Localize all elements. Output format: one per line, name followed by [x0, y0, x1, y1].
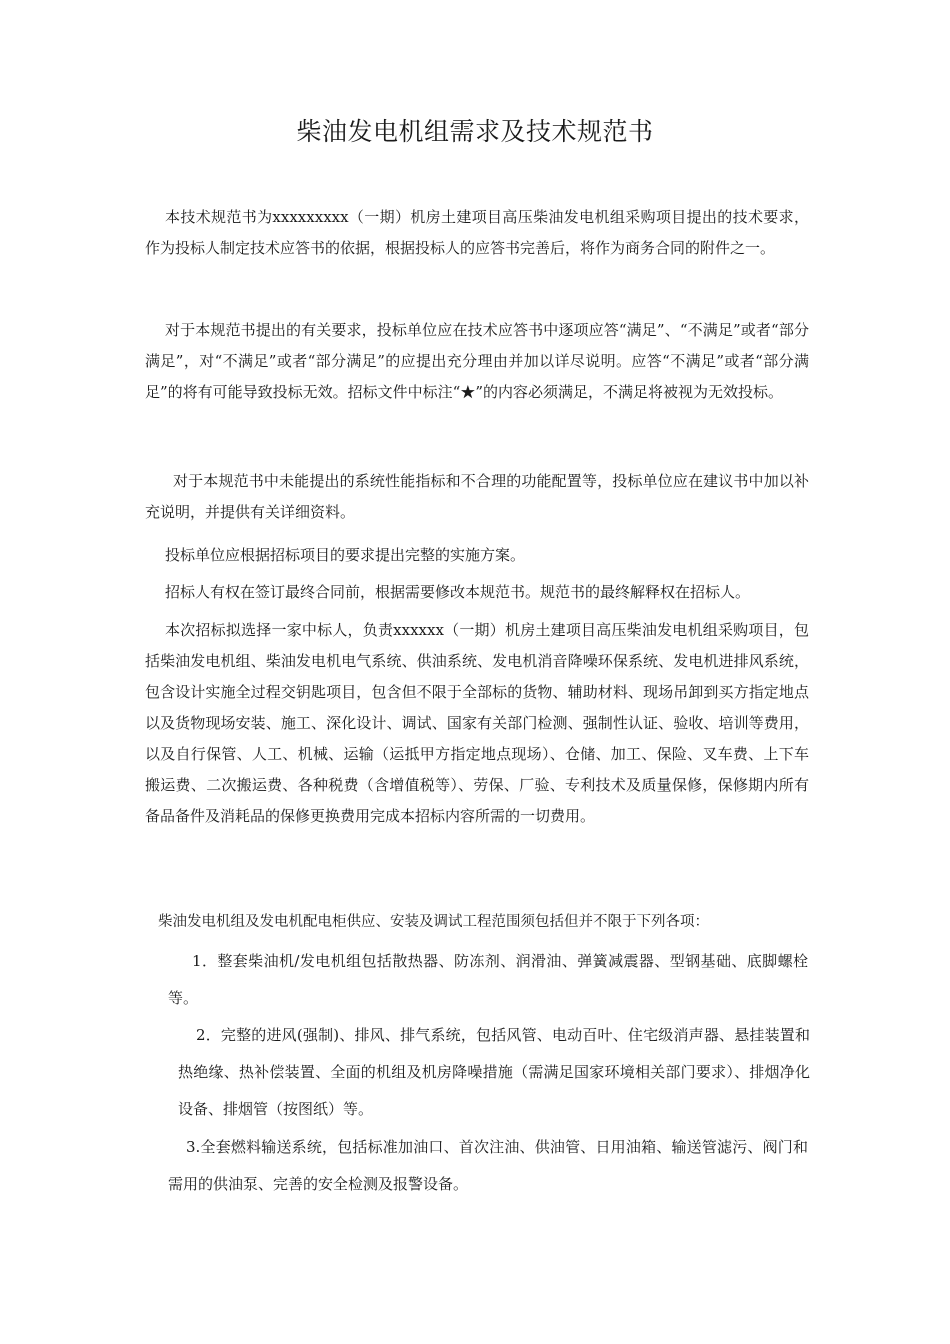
paragraph-project-scope: 本次招标拟选择一家中标人，负责xxxxxx（一期）机房土建项目高压柴油发电机组采购项目，包括柴油发电机组、柴油发电机电气系统、供油系统、发电机消音降噪环保系统、发电机进排风系统，包含设计实施全过程交钥匙项目，包含但不限于全部标的货物、辅助材料、现场吊卸到买方指定地点以及货物现场安装、施工、深化设计、调试、国家有关部门检测、强制性认证、验收、培训等费用，以及自行保管、人工、机械、运输（运抵甲方指定地点现场）、仓储、加工、保险、叉车费、上下车搬运费、二次搬运费、各种税费（含增值税等）、劳保、厂验、专利技术及质量保修，保修期内所有备品备件及消耗品的保修更换费用完成本招标内容所需的一切费用。: [145, 621, 809, 825]
list-item-ventilation-system: 2．完整的进风(强制)、排风、排气系统，包括风管、电动百叶、住宅级消声器、悬挂装置和热绝缘、热补偿装置、全面的机组及机房降噪措施（需满足国家环境相关部门要求）、排烟净化设备、排烟管（按图纸）等。: [178, 1026, 810, 1118]
paragraph-modification-rights: 招标人有权在签订最终合同前，根据需要修改本规范书。规范书的最终解释权在招标人。: [165, 583, 751, 601]
paragraph-supplementary-suggestions: 对于本规范书中未能提出的系统性能指标和不合理的功能配置等，投标单位应在建议书中加以补充说明，并提供有关详细资料。: [145, 472, 809, 521]
paragraph-scope-intro: 本技术规范书为xxxxxxxxx（一期）机房土建项目高压柴油发电机组采购项目提出的技术要求，作为投标人制定技术应答书的依据，根据投标人的应答书完善后，将作为商务合同的附件之一。: [145, 208, 809, 257]
document-title: 柴油发电机组需求及技术规范书: [296, 117, 654, 146]
list-item-fuel-system: 3.全套燃料输送系统，包括标准加油口、首次注油、供油管、日用油箱、输送管滤污、阀门和需用的供油泵、完善的安全检测及报警设备。: [168, 1138, 808, 1193]
list-item-generator-set: 1．整套柴油机/发电机组包括散热器、防冻剂、润滑油、弹簧减震器、型钢基础、底脚螺栓等。: [168, 952, 808, 1007]
paragraph-response-requirements: 对于本规范书提出的有关要求，投标单位应在技术应答书中逐项应答“满足”、“不满足”或者“部分满足”，对“不满足”或者“部分满足”的应提出充分理由并加以详尽说明。应答“不满足”或者“部分满足”的将有可能导致投标无效。招标文件中标注“★”的内容必须满足，不满足将被视为无效投标。: [145, 321, 809, 401]
paragraph-implementation-plan: 投标单位应根据招标项目的要求提出完整的实施方案。: [165, 546, 526, 564]
paragraph-scope-list-intro: 柴油发电机组及发电机配电柜供应、安装及调试工程范围须包括但并不限于下列各项：: [158, 914, 709, 930]
